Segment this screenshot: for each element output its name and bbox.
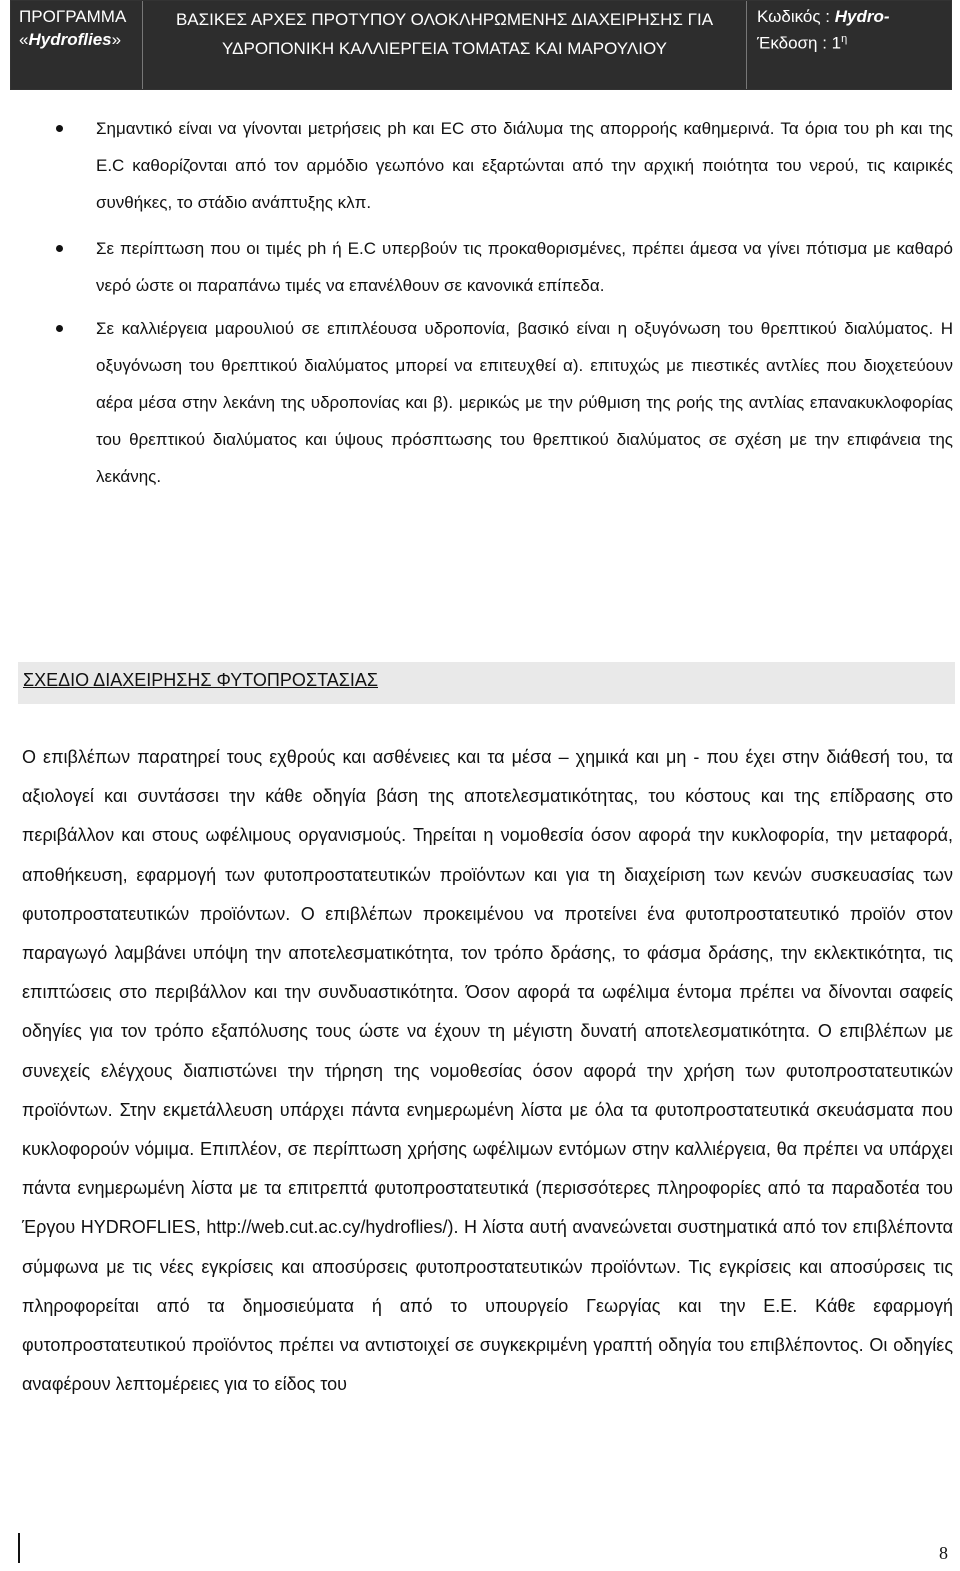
bullet-dot-icon [56, 325, 63, 332]
header-title-line1: ΒΑΣΙΚΕΣ ΑΡΧΕΣ ΠΡΟΤΥΠΟΥ ΟΛΟΚΛΗΡΩΜΕΝΗΣ ΔΙΑΧΕΙΡΗΣΗΣ ΓΙΑ [175, 10, 714, 29]
header-code-value: Hydro- [834, 7, 890, 26]
header-program-label: ΠΡΟΓΡΑΜΜΑ [19, 7, 127, 26]
header-program-name-line [19, 28, 142, 51]
header-program-cell [11, 1, 143, 89]
header-title-cell [143, 1, 747, 89]
header-version-sup: η [841, 33, 848, 45]
list-item [96, 230, 953, 304]
header-version-line [757, 28, 951, 55]
bullet-text: Σημαντικό είναι να γίνονται μετρήσεις ph και EC στο διάλυμα της απορροής καθημερινά. Τα όρια του ph και της E.C καθορίζονται από τον αρμόδιο γεωπόνο και εξαρτώνται από την αρχική ποιότητα του νερού, τις καιρικές συνθήκες, το στάδιο ανάπτυξης κλπ. [96, 119, 953, 212]
header-title-line2: ΥΔΡΟΠΟΝΙΚΗ ΚΑΛΛΙΕΡΓΕΙΑ ΤΟΜΑΤΑΣ ΚΑΙ ΜΑΡΟΥΛΙΟΥ [222, 39, 667, 58]
header-code-line [757, 5, 951, 28]
page-number: 8 [939, 1543, 948, 1563]
footer-margin-bar [18, 1533, 20, 1563]
list-item [96, 110, 953, 221]
bullet-dot-icon [56, 245, 63, 252]
header-quote-open: « [19, 30, 29, 49]
header-quote-close: » [111, 30, 122, 49]
section-title: ΣΧΕΔΙΟ ΔΙΑΧΕΙΡΗΣΗΣ ΦΥΤΟΠΡΟΣΤΑΣΙΑΣ [23, 670, 378, 690]
header-code-label: Κωδικός : [757, 7, 835, 26]
section-heading-bar [18, 662, 955, 704]
bullet-dot-icon [56, 125, 63, 132]
body-paragraph: Ο επιβλέπων παρατηρεί τους εχθρούς και ασθένειες και τα μέσα – χημικά και μη - που έχει στην διάθεσή του, τα αξιολογεί και συντάσσει την κάθε οδηγία βάση της αποτελεσματικότητας, του κόστους και της επίδρασης στο περιβάλλον και στους ωφέλιμους οργανισμούς. Τηρείται η νομοθεσία όσον αφορά την κυκλοφορία, την μεταφορά, αποθήκευση, εφαρμογή των φυτοπροστατευτικών προϊόντων και για τη διαχείριση των κενών συσκευασίας των φυτοπροστατευτικών προϊόντων. Ο επιβλέπων προκειμένου να προτείνει ένα φυτοπροστατευτικό προϊόν στον παραγωγό λαμβάνει υπόψη την αποτελεσματικότητα, τον τρόπο δράσης, το φάσμα δράσης, την εκλεκτικότητα, τις επιπτώσεις στο περιβάλλον και την συνδυαστικότητα. Όσον αφορά τα ωφέλιμα έντομα πρέπει να δίνονται σαφείς οδηγίες για τον τρόπο εξαπόλυσης τους ώστε να έχουν τη μέγιστη δυνατή αποτελεσματικότητα. Ο επιβλέπων με συνεχείς ελέγχους διαπιστώνει την τήρηση της νομοθεσίας όσον αφορά την χρήση των φυτοπροστατευτικών προϊόντων. Στην εκμετάλλευση υπάρχει πάντα ενημερωμένη λίστα με όλα τα φυτοπροστατευτικά σκευάσματα που κυκλοφορούν νόμιμα. Επιπλέον, σε περίπτωση χρήσης ωφέλιμων εντόμων στην καλλιέργεια, θα πρέπει να υπάρχει πάντα ενημερωμένη λίστα με τα επιτρεπτά φυτοπροστατευτικά (περισσότερες πληροφορίες από τα παραδοτέα του Έργου HYDROFLIES, http://web.cut.ac.cy/hydroflies/). Η λίστα αυτή ανανεώνεται συστηματικά από τον επιβλέποντα σύμφωνα με τις νέες εγκρίσεις και αποσύρσεις φυτοπροστατευτικών προϊόντων. Τις εγκρίσεις και αποσύρσεις τις πληροφορείται από τα δημοσιεύματα ή από το υπουργείο Γεωργίας και την Ε.Ε. Κάθε εφαρμογή φυτοπροστατευτικού προϊόντος πρέπει να αντιστοιχεί σε συγκεκριμένη γραπτή οδηγία του επιβλέποντος. Οι οδηγίες αναφέρουν λεπτομέρειες για το είδος του [22, 747, 953, 1395]
bullet-text: Σε καλλιέργεια μαρουλιού σε επιπλέουσα υδροπονία, βασικό είναι η οξυγόνωση του θρεπτικού διαλύματος. Η οξυγόνωση του θρεπτικού διαλύματος μπορεί να επιτευχθεί α). επιτυχώς με πιεστικές αντλίες που διοχετεύουν αέρα μέσα στην λεκάνη της υδροπονίας και β). μερικώς με την ρύθμιση της ροής της αντλίας επανακυκλοφορίας του θρεπτικού διαλύματος και ύψους πρόσπτωσης του θρεπτικού διαλύματος σε σχέση με την επιφάνεια της λεκάνης. [96, 319, 953, 486]
list-item [96, 310, 953, 495]
header-program-name: Hydroflies [28, 30, 112, 49]
header-version-label: Έκδοση : 1 [757, 33, 842, 53]
bullet-text: Σε περίπτωση που οι τιμές ph ή E.C υπερβούν τις προκαθορισμένες, πρέπει άμεσα να γίνει πότισμα με καθαρό νερό ώστε οι παραπάνω τιμές να επανέλθουν σε κανονικά επίπεδα. [96, 239, 953, 295]
document-header [10, 0, 952, 90]
header-meta-cell [747, 1, 951, 89]
